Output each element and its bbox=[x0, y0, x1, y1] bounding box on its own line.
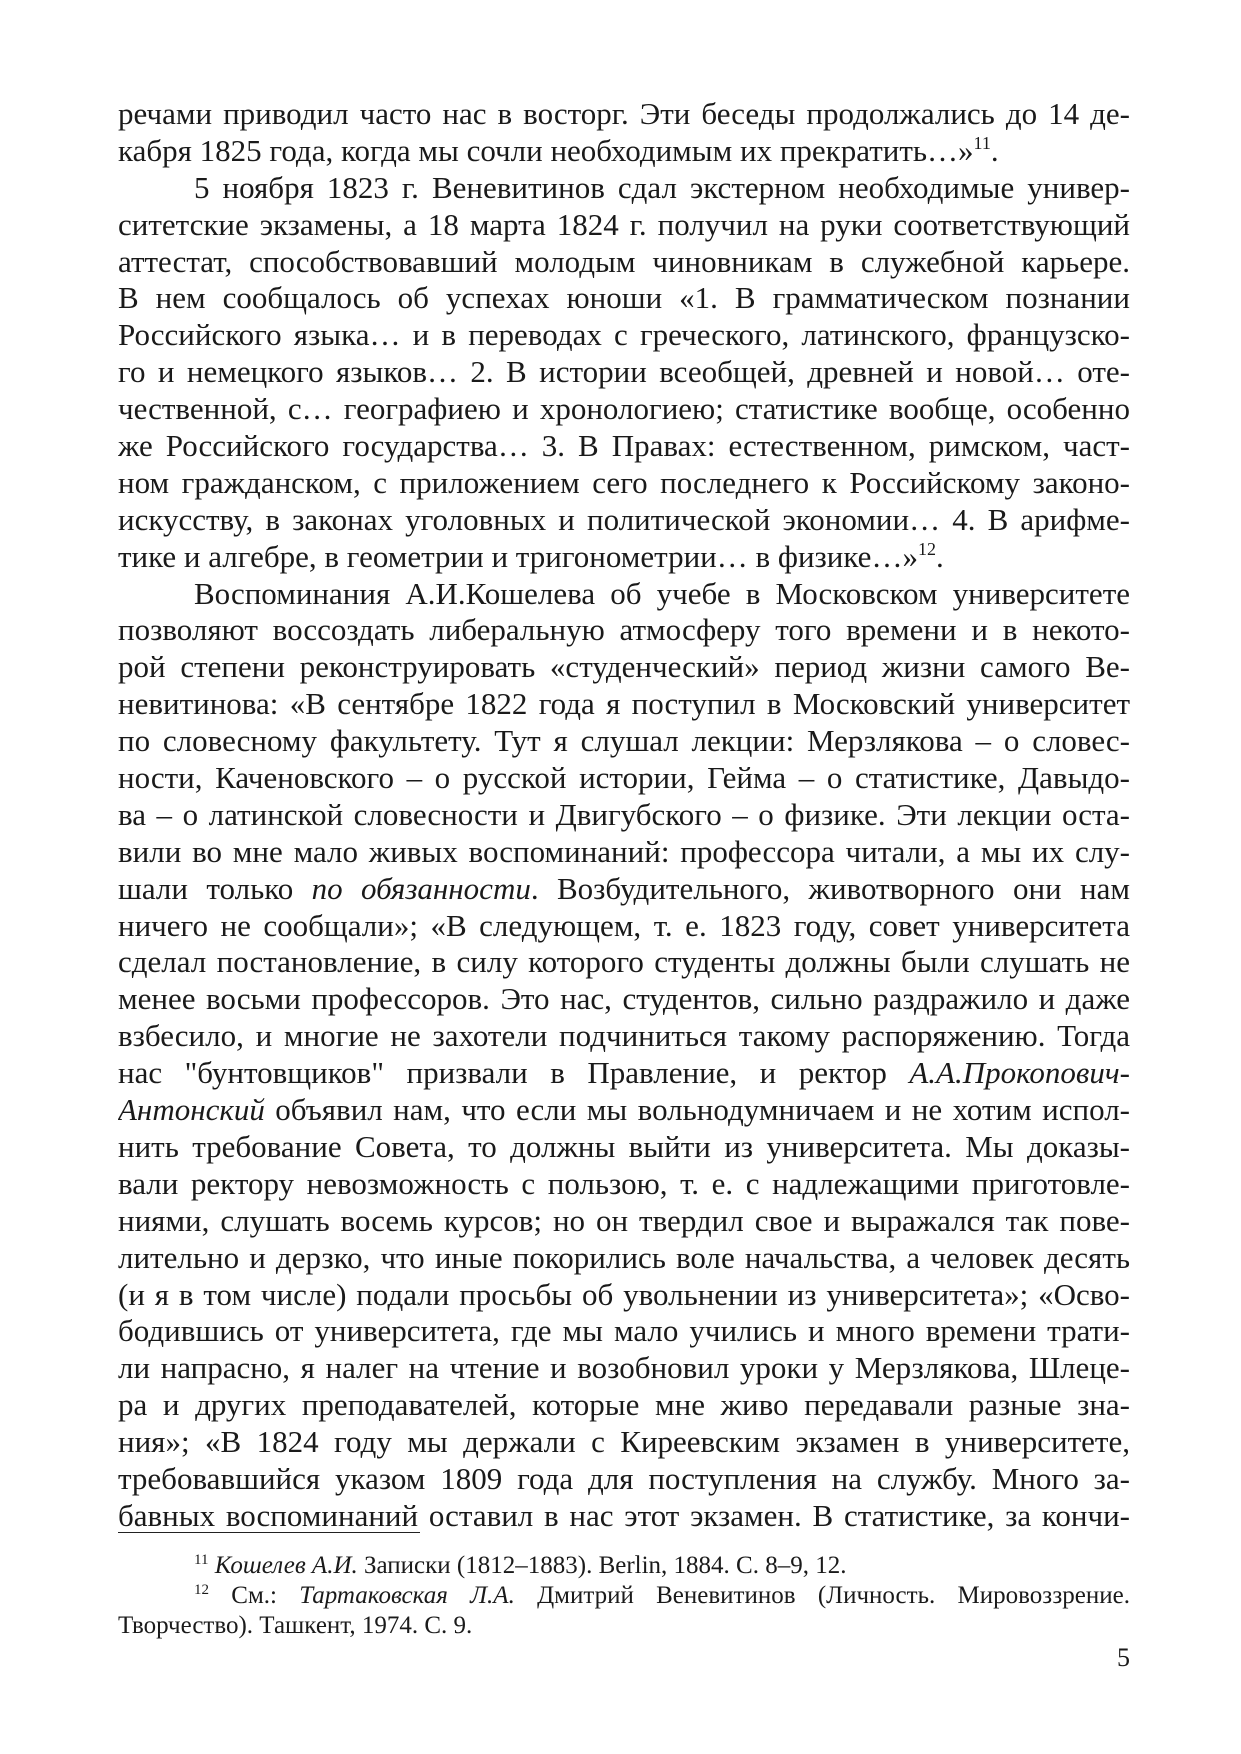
text-line: требовавшийся указом 1809 года для поступления на службу. Много за- bbox=[118, 1460, 1130, 1496]
text-line: же Российского государства… 3. В Правах: естественном, римском, част- bbox=[118, 428, 1130, 464]
text-line: ничего не сообщали»; «В следующем, т. е. 1823 году, совет университета bbox=[118, 907, 1130, 943]
text-line: ситетские экзамены, а 18 марта 1824 г. получил на руки соответствующий bbox=[118, 206, 1130, 242]
text-line: сделал постановление, в силу которого студенты должны были слушать не bbox=[118, 944, 1130, 980]
text-line: речами приводил часто нас в восторг. Эти беседы продолжались до 14 де- bbox=[118, 96, 1130, 131]
italic-text: Антонский bbox=[118, 1092, 265, 1128]
footnote-number: 12 bbox=[194, 1582, 209, 1598]
text-line: Российского языка… и в переводах с греческого, латинского, французско- bbox=[118, 317, 1130, 353]
text-line: ния»; «В 1824 году мы держали с Киреевским экзамен в университете, bbox=[118, 1424, 1130, 1460]
italic-text: Кошелев А.И. bbox=[208, 1552, 358, 1579]
text-line: ра и других преподавателей, которые мне живо передавали разные зна- bbox=[118, 1387, 1130, 1423]
text-line: шали только по обязанности. Возбудительного, животворного они нам bbox=[118, 870, 1130, 906]
text-line: бавных воспоминаний оставил в нас этот экзамен. В статистике, за кончи- bbox=[118, 1497, 1130, 1533]
text-line: невитинова: «В сентябре 1822 года я поступил в Московский университет bbox=[118, 686, 1130, 722]
text-line: ли напрасно, я налег на чтение и возобновил уроки у Мерзлякова, Шлеце- bbox=[118, 1350, 1130, 1386]
italic-text: А.А.Прокопович- bbox=[909, 1055, 1130, 1091]
text-line: ниями, слушать восемь курсов; но он твердил свое и выражался так пове- bbox=[118, 1202, 1130, 1238]
text-line: ном гражданском, с приложением сего последнего к Российскому законо- bbox=[118, 464, 1130, 500]
italic-text: по обязанности bbox=[311, 870, 531, 906]
text-line: го и немецкого языков… 2. В истории всеобщей, древней и новой… оте- bbox=[118, 354, 1130, 390]
footnote-11: $^{11}$ Кошелев А.И. Записки (1812–1883). Berlin, 1884. С. 8–9, 12. bbox=[194, 1552, 847, 1579]
text-line: В нем сообщалось об успехах юноши «1. В грамматическом познании bbox=[118, 280, 1130, 316]
footnote-ref[interactable]: 12 bbox=[917, 538, 936, 559]
text-line: вили во мне мало живых воспоминаний: профессора читали, а мы их слу- bbox=[118, 833, 1130, 869]
text-line: менее восьми профессоров. Это нас, студентов, сильно раздражило и даже bbox=[118, 981, 1130, 1017]
italic-text: Тартаковская Л.А. bbox=[299, 1582, 515, 1609]
text-line: чественной, с… географиею и хронологиею; статистике вообще, особенно bbox=[118, 391, 1130, 427]
text-line: ва – о латинской словесности и Двигубского – о физике. Эти лекции оста- bbox=[118, 796, 1130, 832]
footnote-ref[interactable]: 11 bbox=[973, 132, 991, 153]
text-line: нас "бунтовщиков" призвали в Правление, и ректор А.А.Прокопович- bbox=[118, 1055, 1130, 1091]
main-text bbox=[118, 96, 1130, 1535]
text-line: (и я в том числе) подали просьбы об увольнении из университета»; «Осво- bbox=[118, 1276, 1130, 1312]
text-line: Антонский объявил нам, что если мы вольнодумничаем и не хотим испол- bbox=[118, 1092, 1130, 1128]
text-line: рой степени реконструировать «студенческий» период жизни самого Ве- bbox=[118, 649, 1130, 685]
text-line: лительно и дерзко, что иные покорились воле начальства, а человек десять bbox=[118, 1239, 1130, 1275]
text-line: бодившись от университета, где мы мало учились и много времени трати- bbox=[118, 1313, 1130, 1349]
text-line: Воспоминания А.И.Кошелева об учебе в Московском университете bbox=[194, 575, 1130, 611]
footnote-12-continued: Творчество). Ташкент, 1974. С. 9. bbox=[118, 1612, 473, 1639]
text-line: кабря 1825 года, когда мы сочли необходимым их прекратить…»$^{11}$. bbox=[118, 132, 999, 168]
text-line: нить требование Совета, то должны выйти из университета. Мы доказы- bbox=[118, 1128, 1130, 1164]
text-line: искусству, в законах уголовных и политической экономии… 4. В арифме- bbox=[118, 501, 1130, 537]
text-line: тике и алгебре, в геометрии и тригонометрии… в физике…»$^{12}$. bbox=[118, 538, 944, 574]
text-line: взбесило, и многие не захотели подчиниться такому распоряжению. Тогда bbox=[118, 1018, 1130, 1054]
text-line: вали ректору невозможность с пользою, т. е. с надлежащими приготовле- bbox=[118, 1165, 1130, 1201]
text-line: 5 ноября 1823 г. Веневитинов сдал экстерном необходимые универ- bbox=[194, 169, 1130, 205]
footnote-12: $^{12}$ См.: Тартаковская Л.А. Дмитрий Веневитинов (Личность. Мировоззрение. bbox=[194, 1582, 1130, 1609]
text-line: позволяют воссоздать либеральную атмосферу того времени и в некото- bbox=[118, 612, 1130, 648]
footnote-number: 11 bbox=[194, 1552, 209, 1568]
page-number: 5 bbox=[1117, 1643, 1130, 1672]
footnote-divider bbox=[118, 1532, 420, 1533]
text-line: аттестат, способствовавший молодым чиновникам в служебной карьере. bbox=[118, 243, 1130, 279]
footnotes bbox=[118, 1551, 1130, 1641]
text-line: ности, Каченовского – о русской истории, Гейма – о статистике, Давыдо- bbox=[118, 760, 1130, 796]
text-line: по словесному факультету. Тут я слушал лекции: Мерзлякова – о словес- bbox=[118, 723, 1130, 759]
